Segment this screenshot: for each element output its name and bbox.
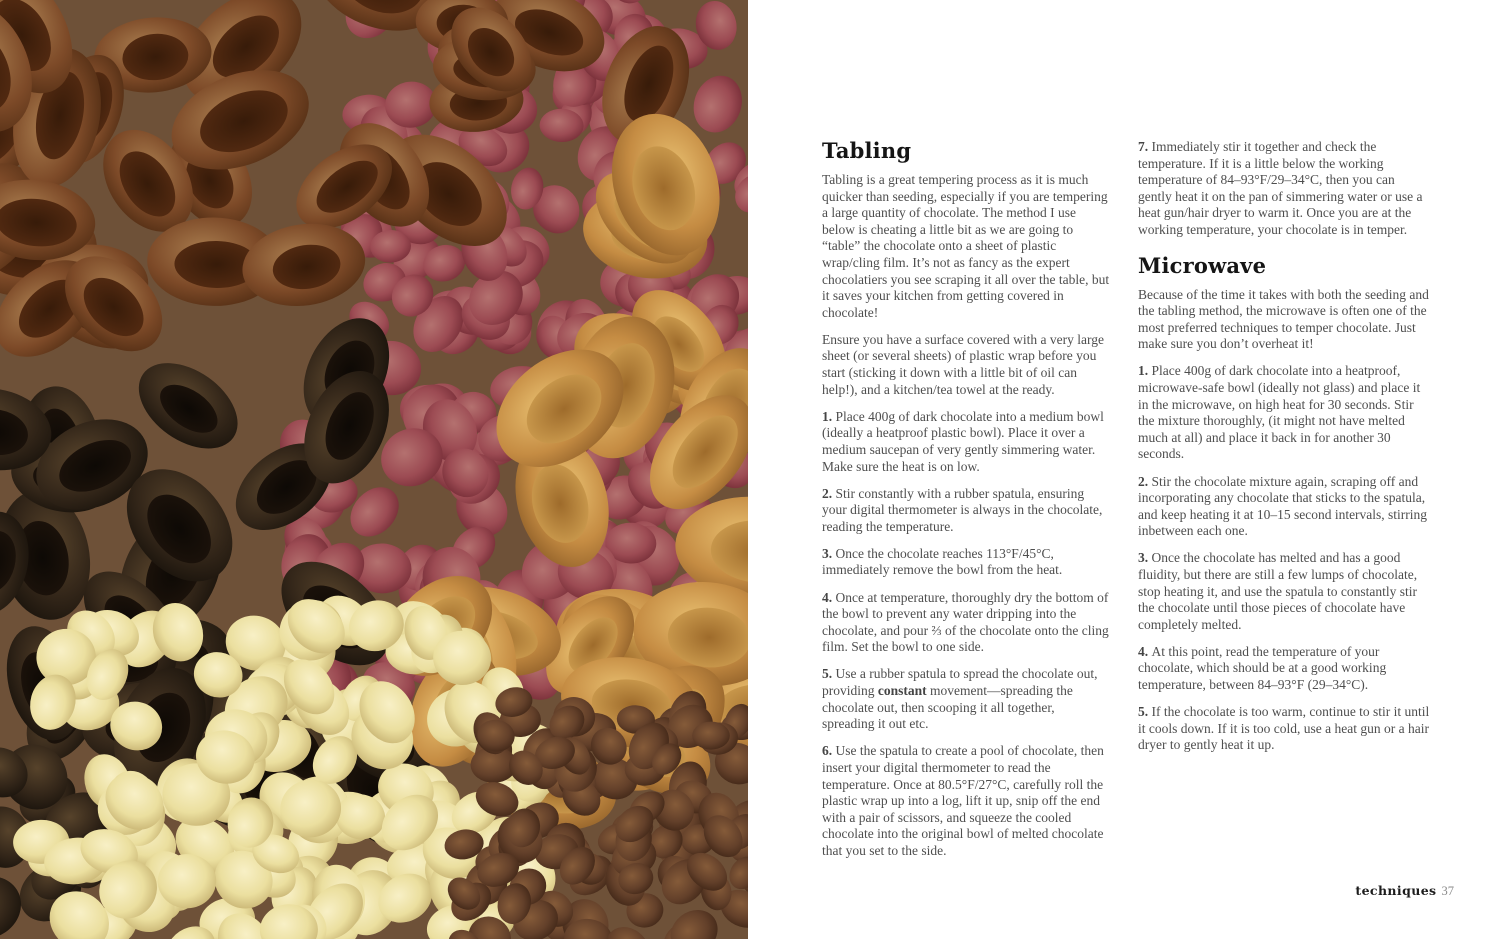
step-number: 1. bbox=[1138, 363, 1152, 379]
text-page bbox=[748, 0, 1500, 939]
step-item: 5. Use a rubber spatula to spread the chocolate out, providing constant movement—spreading the chocolate out, then scooping it all together, spreading it out etc. bbox=[822, 666, 1098, 732]
section-label: techniques bbox=[1355, 883, 1437, 898]
step-number: 1. bbox=[822, 408, 836, 424]
step-item: 4. At this point, read the temperature of your chocolate, which should be at a good working temperature, between 84–93°F (29–34°C). bbox=[1138, 643, 1387, 693]
step-item: 2. Stir the chocolate mixture again, scraping off and incorporating any chocolate that sticks to the spatula, and keep heating it at 10–15 second intervals, stirring inbetween each one. bbox=[1138, 473, 1428, 539]
paragraph: Tabling is a great tempering process as it is much quicker than seeding, especially if you are tempering a large quantity of chocolate. The method I use below is cheating a little bit as we are going to “table” the chocolate onto a sheet of plastic wrap/cling film. It’s not as fancy as the expert chocolatiers you see scraping it all over the table, but it saves your kitchen from getting covered in chocolate! bbox=[822, 172, 1110, 320]
step-item: 3. Once the chocolate has melted and has a good fluidity, but there are still a few lumps of chocolate, stop heating it, and use the spatula to constantly stir the chocolate until those pieces of chocolate have completely melted. bbox=[1138, 550, 1418, 632]
page-number: 37 bbox=[1441, 884, 1454, 898]
step-item: 4. Once at temperature, thoroughly dry the bottom of the bowl to prevent any water dripping into the chocolate, and pour ⅔ of the chocolate onto the cling film. Set the bowl to one side. bbox=[822, 589, 1109, 655]
step-item: 7. Immediately stir it together and check the temperature. If it is a little below the working temperature of 84–93°F/29–34°C, then you can gently heat it on the pan of simmering water or use a heat gun/hair dryer to warm it. Once you are at the working temperature, your chocolate is in temper. bbox=[1138, 139, 1423, 237]
step-item: 2. Stir constantly with a rubber spatula, ensuring your digital thermometer is always in the chocolate, reading the temperature. bbox=[822, 485, 1103, 534]
step-item: 1. Place 400g of dark chocolate into a heatproof, microwave-safe bowl (ideally not glass) and place it in the microwave, on high heat for 30 seconds. Stir the mixture thoroughly, (it might not have melted much at all) and place it back in for another 30 seconds. bbox=[1138, 363, 1421, 462]
step-number: 2. bbox=[1138, 473, 1152, 489]
step-number: 5. bbox=[1138, 704, 1152, 720]
step-number: 5. bbox=[822, 666, 836, 682]
step-number: 4. bbox=[822, 589, 836, 605]
step-number: 4. bbox=[1138, 643, 1152, 659]
step-item: 3. Once the chocolate reaches 113°F/45°C, immediately remove the bowl from the heat. bbox=[822, 545, 1063, 578]
step-number: 6. bbox=[822, 743, 836, 759]
section-heading: Microwave bbox=[1138, 252, 1267, 278]
step-item: 6. Use the spatula to create a pool of chocolate, then insert your digital thermometer to read the temperature. Once at 80.5°F/27°C, carefully roll the plastic wrap up into a log, lift it up, snip off the end with a pair of scissors, and squeeze the cooled chocolate into the original bowl of melted chocolate that you set to the side. bbox=[822, 743, 1104, 858]
page-footer bbox=[1355, 883, 1454, 899]
column-microwave bbox=[1138, 139, 1431, 764]
chocolate-photo-illustration bbox=[0, 0, 748, 939]
paragraph: Because of the time it takes with both the seeding and the tabling method, the microwave is often one of the most preferred techniques to temper chocolate. Just make sure you don’t overheat it! bbox=[1138, 286, 1429, 352]
step-number: 2. bbox=[822, 485, 836, 501]
step-item: 5. If the chocolate is too warm, continue to stir it until it cools down. If it is too cold, use a heat gun or a hair dryer to gently heat it up. bbox=[1138, 704, 1430, 753]
step-number: 3. bbox=[822, 545, 836, 561]
step-item: 1. Place 400g of dark chocolate into a medium bowl (ideally a heatproof plastic bowl). Place it over a medium saucepan of very gently simmering water. Make sure the heat is on low. bbox=[822, 408, 1104, 474]
chocolate-photo bbox=[0, 0, 748, 939]
step-number: 7. bbox=[1138, 139, 1152, 154]
section-heading: Tabling bbox=[822, 138, 912, 163]
paragraph: Ensure you have a surface covered with a very large sheet (or several sheets) of plastic wrap before you start (sticking it down with a little bit of oil can help!), and a kitchen/tea towel at the ready. bbox=[822, 331, 1104, 397]
step-number: 3. bbox=[1138, 550, 1152, 566]
column-tabling bbox=[822, 139, 1110, 870]
